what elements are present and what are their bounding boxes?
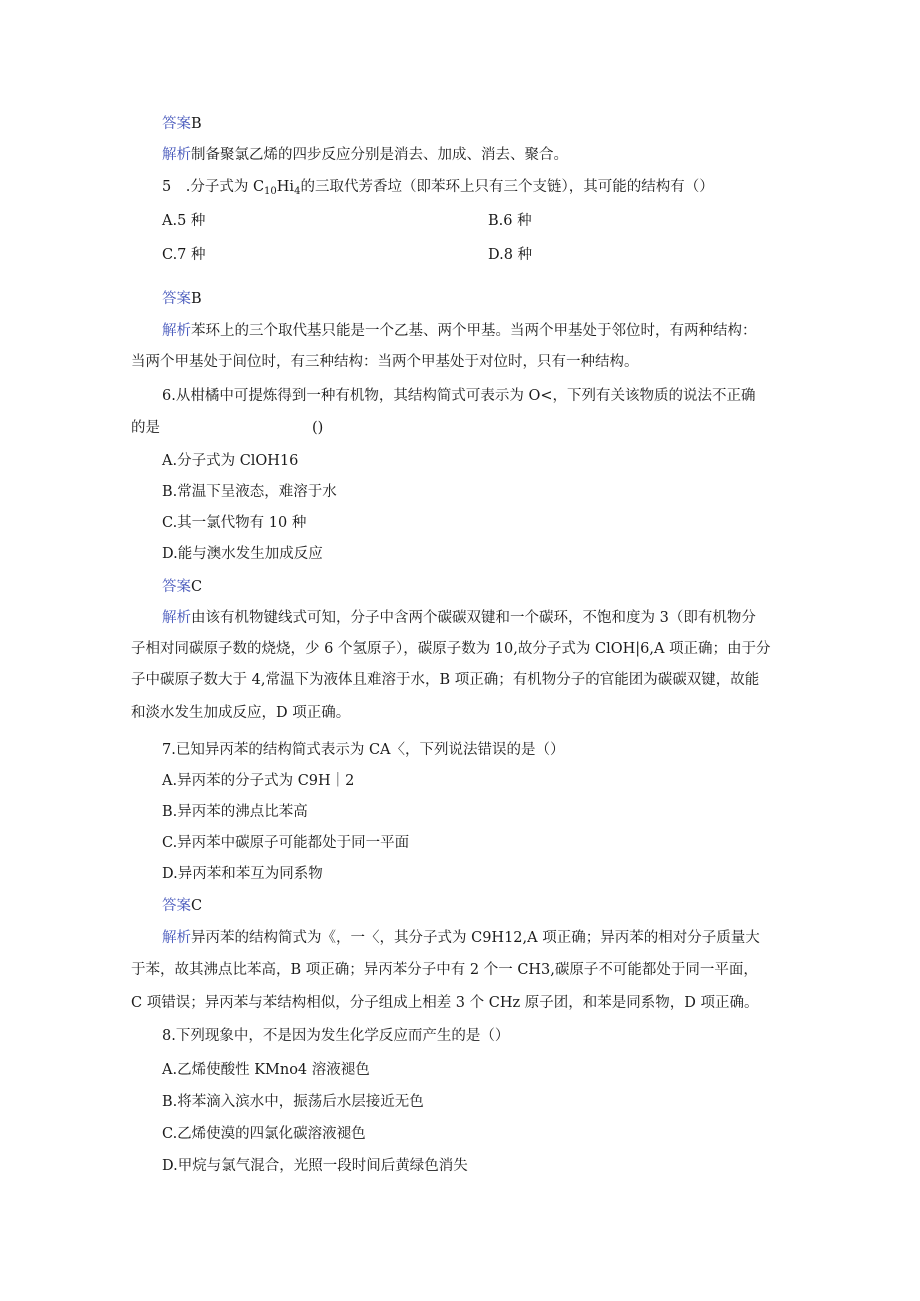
q5-option-d: D.8 种 <box>488 247 533 263</box>
q5-stem-mid: Hi <box>276 179 295 195</box>
answer-value: B <box>191 291 202 307</box>
q7-option-b: B.异丙苯的沸点比苯高 <box>162 804 308 820</box>
analysis-label: 解析 <box>162 147 191 163</box>
q6-analysis-line-2: 子相对同碳原子数的烧烧，少 6 个氢原子），碳原子数为 10,故分子式为 ClOH|6,A 项正确；由于分 <box>131 641 771 657</box>
q6-option-d: D.能与澳水发生加成反应 <box>162 546 323 562</box>
q8-option-a: A.乙烯使酸性 KMno4 溶液褪色 <box>162 1062 370 1078</box>
q5-stem-pre: 5 .分子式为 C <box>162 179 265 195</box>
answer-label: 答案 <box>162 579 191 595</box>
q5-option-b: B.6 种 <box>488 213 532 229</box>
q8-option-d: D.甲烷与氯气混合，光照一段时间后黄绿色消失 <box>162 1158 468 1174</box>
q6-option-b: B.常温下呈液态，难溶于水 <box>162 484 337 500</box>
answer-label: 答案 <box>162 291 191 307</box>
q7-option-c: C.异丙苯中碳原子可能都处于同一平面 <box>162 835 410 851</box>
analysis-label: 解析 <box>162 323 191 339</box>
answer-label: 答案 <box>162 898 191 914</box>
q8-option-c: C.乙烯使漠的四氯化碳溶液褪色 <box>162 1126 366 1142</box>
q7-answer <box>162 896 202 916</box>
q5-analysis-line-2: 当两个甲基处于间位时，有三种结构：当两个甲基处于对位时，只有一种结构。 <box>131 354 639 370</box>
q5-option-a: A.5 种 <box>162 213 206 229</box>
q6-stem-line-1: 6.从柑橘中可提炼得到一种有机物，其结构简式可表示为 O<，下列有关该物质的说法不正确 <box>162 388 756 404</box>
q6-stem-line-2: 的是 <box>131 420 160 436</box>
q8-option-b: B.将苯滴入滨水中，振荡后水层接近无色 <box>162 1094 424 1110</box>
answer-value: C <box>191 579 203 595</box>
q4-answer <box>162 114 202 134</box>
q5-analysis-line-1 <box>162 321 757 341</box>
q5-answer <box>162 289 202 309</box>
analysis-label: 解析 <box>162 930 191 946</box>
q5-stem-post: 的三取代芳香垃（即苯环上只有三个支链），其可能的结构有（） <box>300 179 714 195</box>
q6-analysis-line-3: 子中碳原子数大于 4,常温下为液体且难溶于水，B 项正确；有机物分子的官能团为碳碳双键，故能 <box>131 672 760 688</box>
q5-subscript-10: 10 <box>264 186 277 197</box>
answer-label: 答案 <box>162 116 191 132</box>
q5-stem <box>162 177 714 197</box>
q6-option-c: C.其一氯代物有 10 种 <box>162 515 307 531</box>
q7-analysis-line-1 <box>162 928 760 948</box>
analysis-text: 制备聚氯乙烯的四步反应分别是消去、加成、消去、聚合。 <box>191 147 568 163</box>
q7-option-a: A.异丙苯的分子式为 C9H｜2 <box>162 773 355 789</box>
q5-option-c: C.7 种 <box>162 247 206 263</box>
analysis-text: 苯环上的三个取代基只能是一个乙基、两个甲基。当两个甲基处于邻位时，有两种结构： <box>191 323 757 339</box>
answer-value: C <box>191 898 203 914</box>
q5-subscript-4: 4 <box>294 186 301 197</box>
q8-stem: 8.下列现象中，不是因为发生化学反应而产生的是（） <box>162 1028 510 1044</box>
q7-analysis-line-2: 于苯，故其沸点比苯高，B 项正确；异丙苯分子中有 2 个一 CH3,碳原子不可能都处于同一平面， <box>131 962 758 978</box>
q7-stem: 7.已知异丙苯的结构简式表示为 CA〈，下列说法错误的是（） <box>162 742 565 758</box>
q6-option-a: A.分子式为 ClOH16 <box>162 453 299 469</box>
q6-analysis-line-1 <box>162 608 756 628</box>
q7-option-d: D.异丙苯和苯互为同系物 <box>162 866 323 882</box>
q6-analysis-line-4: 和淡水发生加成反应，D 项正确。 <box>131 705 351 721</box>
q7-analysis-line-3: C 项错误；异丙苯与苯结构相似，分子组成上相差 3 个 CHz 原子团，和苯是同系物，D 项正确。 <box>131 995 759 1011</box>
q6-answer <box>162 577 202 597</box>
analysis-text: 异丙苯的结构简式为《，一〈，其分子式为 C9H12,A 项正确；异丙苯的相对分子质量大 <box>191 930 760 946</box>
analysis-label: 解析 <box>162 610 191 626</box>
answer-value: B <box>191 116 202 132</box>
q4-analysis <box>162 145 568 165</box>
q6-stem-blank: () <box>312 420 324 436</box>
analysis-text: 由该有机物键线式可知，分子中含两个碳碳双键和一个碳环，不饱和度为 3（即有机物分 <box>191 610 756 626</box>
